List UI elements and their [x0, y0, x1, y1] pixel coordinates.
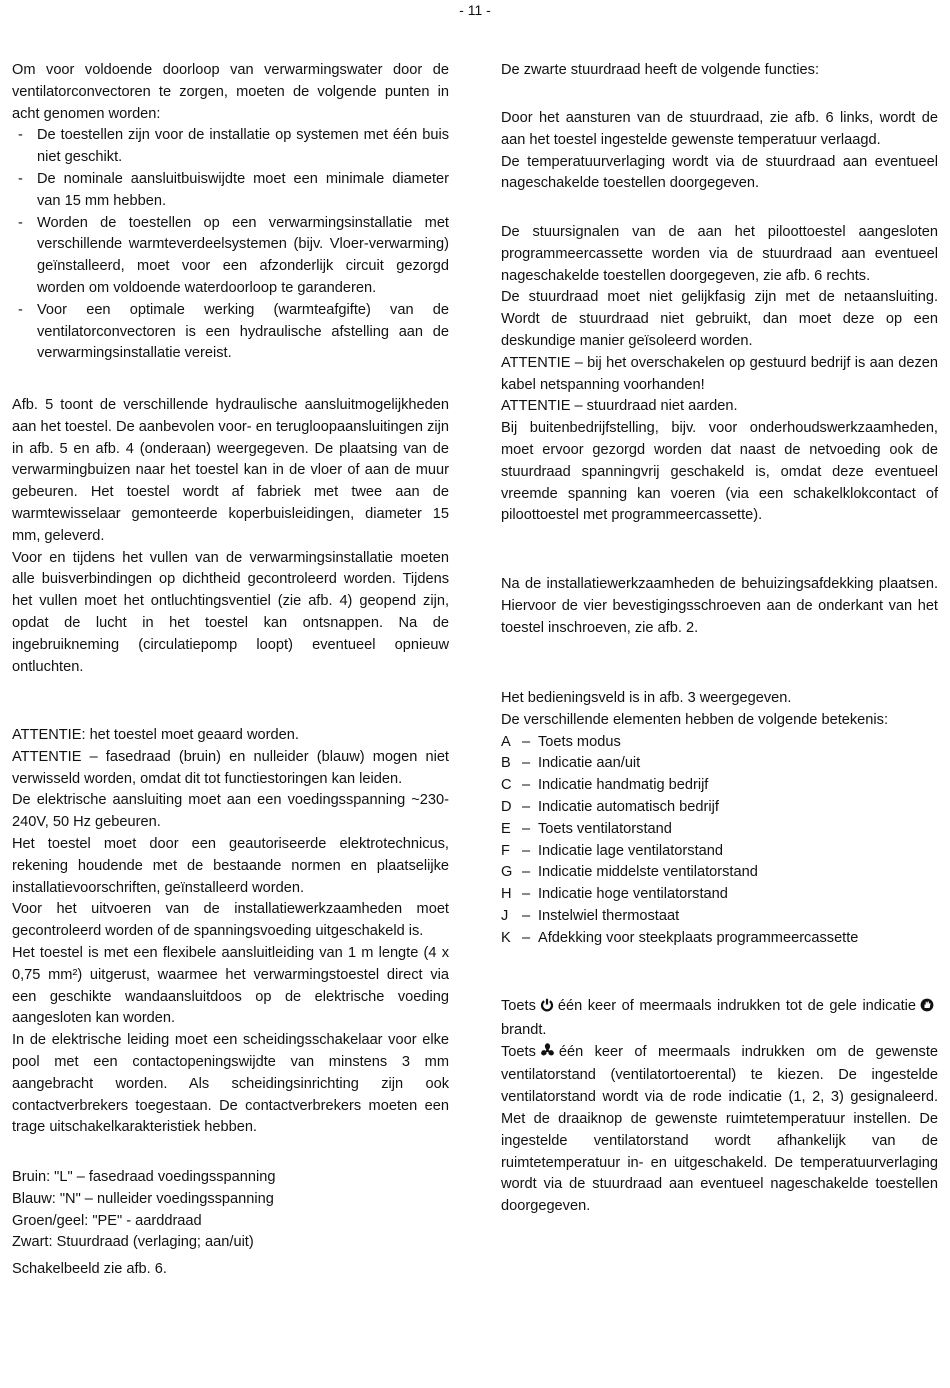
control-signals — [501, 222, 938, 527]
element-dash: – — [521, 777, 531, 794]
wire-colors — [12, 1167, 449, 1254]
cover-mounting — [501, 574, 938, 639]
list-item — [501, 906, 938, 928]
op1-text: één keer of meermaals indrukken tot de gele indicatie — [557, 998, 916, 1014]
element-dash: – — [521, 864, 531, 881]
list-item — [501, 753, 938, 775]
paragraph: De stuurdraad moet niet gelijkfasig zijn met de netaansluiting. Wordt de stuurdraad niet gebruikt, dan moet deze op een deskundige manier geïsoleerd worden. — [501, 289, 938, 349]
wire-line: Groen/geel: "PE" - aarddraad — [12, 1212, 202, 1229]
paragraph — [501, 1042, 938, 1218]
element-key: D — [501, 798, 512, 815]
element-label: Indicatie lage ventilatorstand — [538, 842, 723, 859]
element-label: Indicatie handmatig bedrijf — [538, 777, 709, 794]
op2-prefix: Toets — [501, 1043, 536, 1060]
element-key: K — [501, 929, 511, 946]
paragraph: Door het aansturen van de stuurdraad, zie afb. 6 links, wordt de aan het toestel ingestelde gewenste temperatuur verlaagd. — [501, 110, 938, 148]
element-label: Toets ventilatorstand — [538, 820, 672, 837]
paragraph: Voor het uitvoeren van de installatiewerkzaamheden moet gecontroleerd worden of de spanningsvoeding uitgeschakeld is. — [12, 901, 449, 940]
wire-line: Zwart: Stuurdraad (verlaging; aan/uit) — [12, 1234, 254, 1251]
element-key: F — [501, 842, 510, 859]
paragraph: ATTENTIE – bij het overschakelen op gestuurd bedrijf is aan dezen kabel netspanning voorhanden! — [501, 354, 938, 393]
element-key: A — [501, 733, 511, 750]
element-dash: – — [521, 929, 531, 946]
flow-intro: Om voor voldoende doorloop van verwarmingswater door de ventilatorconvectoren te zorgen, moeten de volgende punten in acht genomen worden: — [12, 62, 449, 122]
wire-line: Bruin: "L" – fasedraad voedingsspanning — [12, 1169, 276, 1185]
element-label: Indicatie hoge ventilatorstand — [538, 886, 728, 903]
element-dash: – — [521, 842, 531, 859]
element-dash: – — [521, 733, 531, 750]
paragraph: De temperatuurverlaging wordt via de stuurdraad aan eventueel nageschakelde toestellen doorgegeven. — [501, 153, 938, 192]
paragraph: De zwarte stuurdraad heeft de volgende functies: — [501, 62, 820, 78]
element-dash: – — [521, 907, 531, 924]
element-key: J — [501, 907, 509, 924]
element-label: Afdekking voor steekplaats programmeercassette — [538, 929, 859, 946]
control-panel-section — [501, 688, 938, 950]
op1-suffix: brandt. — [501, 1021, 547, 1038]
op2-text: één keer of meermaals indrukken om de gewenste ventilatorstand (ventilatortoerental) te kiezen. De ingestelde ventilatorstand wordt via de rode indicatie (1, 2, 3) gesignaleerd. Met de draaiknop de gewenste ruimtetemperatuur instellen. De ingestelde ventilatorstand wordt afhankelijk van de ruimtetemperatuur in- en uitgeschakeld. De temperatuurverlaging wordt via de stuurdraad aan eventueel nageschakelde toestellen doorgegeven. — [501, 1043, 938, 1215]
paragraph: Het toestel moet door een geautoriseerde elektrotechnicus, rekening houdende met de bestaande normen en plaatselijke installatievoorschriften, geïnstalleerd worden. — [12, 835, 449, 896]
paragraph: Het bedieningsveld is in afb. 3 weergegeven. — [501, 690, 792, 706]
schematic-note — [12, 1259, 449, 1281]
paragraph: In de elektrische leiding moet een scheidingsschakelaar voor elke pool met een contactopeningswijdte van minstens 3 mm aangebracht worden. Als scheidingsinrichting zijn ook contactverbrekers toegestaan. De contactverbrekers moeten een trage uitschakelkarakteristiek hebben. — [12, 1032, 449, 1136]
paragraph: ATTENTIE – fasedraad (bruin) en nulleider (blauw) mogen niet verwisseld worden, omdat dit tot functiestoringen kan leiden. — [12, 748, 449, 787]
element-dash: – — [521, 755, 531, 772]
element-label: Indicatie aan/uit — [538, 755, 641, 772]
list-item: - De nominale aansluitbuiswijdte moet een minimale diameter van 15 mm hebben. — [12, 169, 449, 213]
paragraph: Na de installatiewerkzaamheden de behuizingsafdekking plaatsen. Hiervoor de vier bevestigingsschroeven aan de onderkant van het toestel inschroeven, zie afb. 2. — [501, 576, 938, 636]
list-item: - Worden de toestellen op een verwarmingsinstallatie met verschillende warmteverdeelsystemen (bijv. Vloer-verwarming) geïnstalleerd, moet voor een afzonderlijk circuit gezorgd worden om voldoende waterdoorloop te garanderen. — [12, 213, 449, 300]
control-wire-heading — [501, 60, 938, 82]
power-icon — [540, 998, 554, 1020]
element-key: H — [501, 886, 512, 903]
paragraph: De stuursignalen van de aan het piloottoestel aangesloten programmeercassette worden via de stuurdraad aan eventueel nageschakelde toestellen doorgegeven, zie afb. 6 rechts. — [501, 224, 938, 284]
flow-requirements — [12, 60, 449, 365]
list-item — [501, 732, 938, 754]
paragraph: Schakelbeeld zie afb. 6. — [12, 1261, 167, 1277]
element-list — [501, 732, 938, 950]
operation-section — [501, 996, 938, 1218]
paragraph: Het toestel is met een flexibele aansluitleiding van 1 m lengte (4 x 0,75 mm²) uitgerust, waarmee het verwarmingstoestel direct via een geschikte wandaansluitdoos op de elektrische voeding aangesloten kan worden. — [12, 944, 449, 1027]
paragraph — [501, 996, 938, 1042]
wire-line: Blauw: "N" – nulleider voedingsspanning — [12, 1190, 274, 1207]
element-key: C — [501, 777, 512, 794]
paragraph: Bij buitenbedrijfstelling, bijv. voor onderhoudswerkzaamheden, moet ervoor gezorgd worden dat naast de netvoeding ook de stuurdraad spanningvrij geschakeld is, omdat deze eventueel vreemde spanning kan voeren (via een schakelklokcontact of piloottoestel met programmeercassette). — [501, 420, 938, 524]
list-item: - De toestellen zijn voor de installatie op systemen met één buis niet geschikt. — [12, 125, 449, 169]
control-wire-functions — [501, 108, 938, 195]
list-item — [501, 884, 938, 906]
electrical-section — [12, 725, 449, 1139]
paragraph: Afb. 5 toont de verschillende hydraulische aansluitmogelijkheden aan het toestel. De aanbevolen voor- en terugloopaansluitingen zijn in afb. 5 en afb. 4 (onderaan) weergegeven. De plaatsing van de verwarmingbuizen naar het toestel kan in de vloer of aan de muur gebeuren. Het toestel wordt af fabriek met twee aan de warmtewisselaar gemonteerde koperbuisleidingen, diameter 15 mm, geleverd. — [12, 397, 449, 544]
element-key: E — [501, 820, 511, 837]
element-label: Toets modus — [538, 733, 621, 750]
paragraph: ATTENTIE – stuurdraad niet aarden. — [501, 398, 738, 415]
element-label: Instelwiel thermostaat — [538, 907, 680, 924]
element-dash: – — [521, 820, 531, 837]
list-item — [501, 775, 938, 797]
element-label: Indicatie automatisch bedrijf — [538, 798, 719, 815]
hydraulics-section — [12, 395, 449, 678]
element-dash: – — [521, 886, 531, 903]
paragraph: De verschillende elementen hebben de volgende betekenis: — [501, 711, 889, 728]
op1-prefix: Toets — [501, 998, 536, 1014]
page-number: - 11 - — [459, 2, 491, 18]
list-item — [501, 819, 938, 841]
list-item: - Voor een optimale werking (warmteafgifte) van de ventilatorconvectoren is een hydraulische afstelling aan de verwarmingsinstallatie vereist. — [12, 300, 449, 365]
list-item — [501, 797, 938, 819]
fan-icon — [540, 1043, 555, 1066]
list-item — [501, 928, 938, 950]
element-dash: – — [521, 798, 531, 815]
paragraph: ATTENTIE: het toestel moet geaard worden. — [12, 727, 299, 743]
paragraph: Voor en tijdens het vullen van de verwarmingsinstallatie moeten alle buisverbindingen op dichtheid gecontroleerd worden. Tijdens het vullen moet het ontluchtingsventiel (zie afb. 4) geopend zijn, opdat de lucht in het toestel kan ontsnappen. Na de ingebruikneming (circulatiepomp loopt) eventueel opnieuw ontluchten. — [12, 549, 449, 675]
element-key: G — [501, 864, 513, 881]
element-label: Indicatie middelste ventilatorstand — [538, 864, 758, 881]
manual-hand-icon — [920, 998, 934, 1020]
element-key: B — [501, 755, 511, 772]
requirement-list — [12, 125, 449, 365]
list-item — [501, 841, 938, 863]
list-item — [501, 862, 938, 884]
paragraph: De elektrische aansluiting moet aan een voedingsspanning ~230-240V, 50 Hz gebeuren. — [12, 792, 449, 831]
